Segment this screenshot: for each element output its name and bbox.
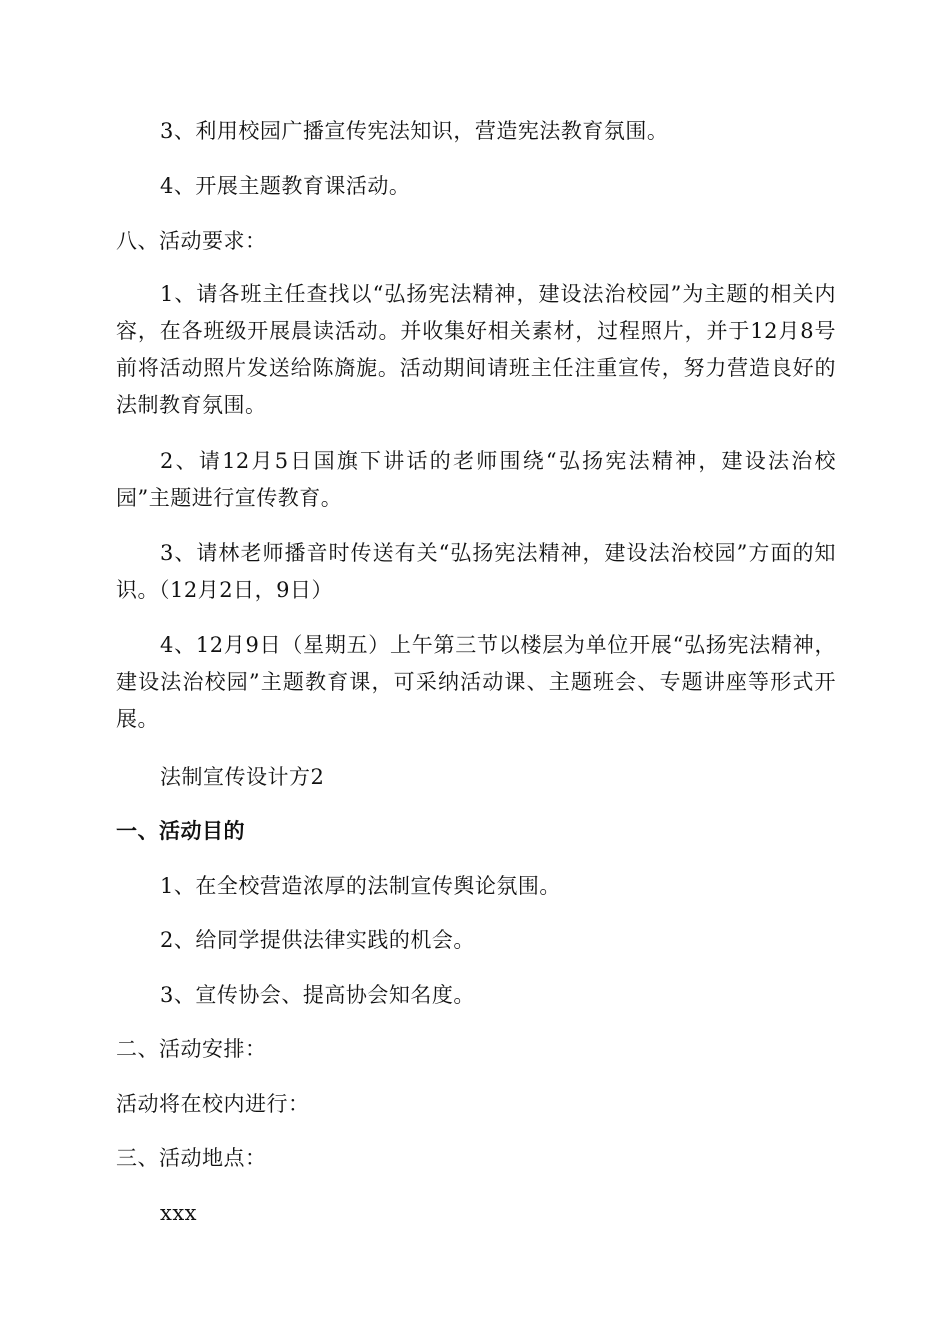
location-value: xxx [160,1201,198,1225]
purpose-item-3: 3、宣传协会、提高协会知名度。 [160,983,475,1007]
section-heading-arrangement: 二、活动安排： [116,1037,267,1061]
requirement-4-paragraph: 4、12月9日（星期五）上午第三节以楼层为单位开展“弘扬宪法精神，建设法治校园”主题教育课，可采纳活动课、主题班会、专题讲座等形式开展。 [116,633,836,731]
section-heading-location: 三、活动地点： [116,1146,267,1170]
requirement-1-paragraph: 1、请各班主任查找以“弘扬宪法精神，建设法治校园”为主题的相关内容，在各班级开展晨读活动。并收集好相关素材，过程照片，并于12月8号前将活动照片发送给陈旖旎。活动期间请班主任注重宣传，努力营造良好的法制教育氛围。 [116,282,836,417]
arrangement-text: 活动将在校内进行： [116,1092,310,1116]
purpose-item-2: 2、给同学提供法律实践的机会。 [160,928,475,952]
item-4-theme-class: 4、开展主题教育课活动。 [160,174,411,198]
section-heading-purpose: 一、活动目的 [116,818,245,843]
requirement-2-paragraph: 2、请12月5日国旗下讲话的老师围绕“弘扬宪法精神，建设法治校园”主题进行宣传教育。 [116,449,836,510]
requirement-3-paragraph: 3、请林老师播音时传送有关“弘扬宪法精神，建设法治校园”方面的知识。（12月2日，9日） [116,541,836,602]
section-heading-requirements: 八、活动要求： [116,229,267,253]
purpose-item-1: 1、在全校营造浓厚的法制宣传舆论氛围。 [160,874,561,898]
item-3-broadcast: 3、利用校园广播宣传宪法知识，营造宪法教育氛围。 [160,119,669,143]
plan-2-title: 法制宣传设计方2 [160,765,325,789]
